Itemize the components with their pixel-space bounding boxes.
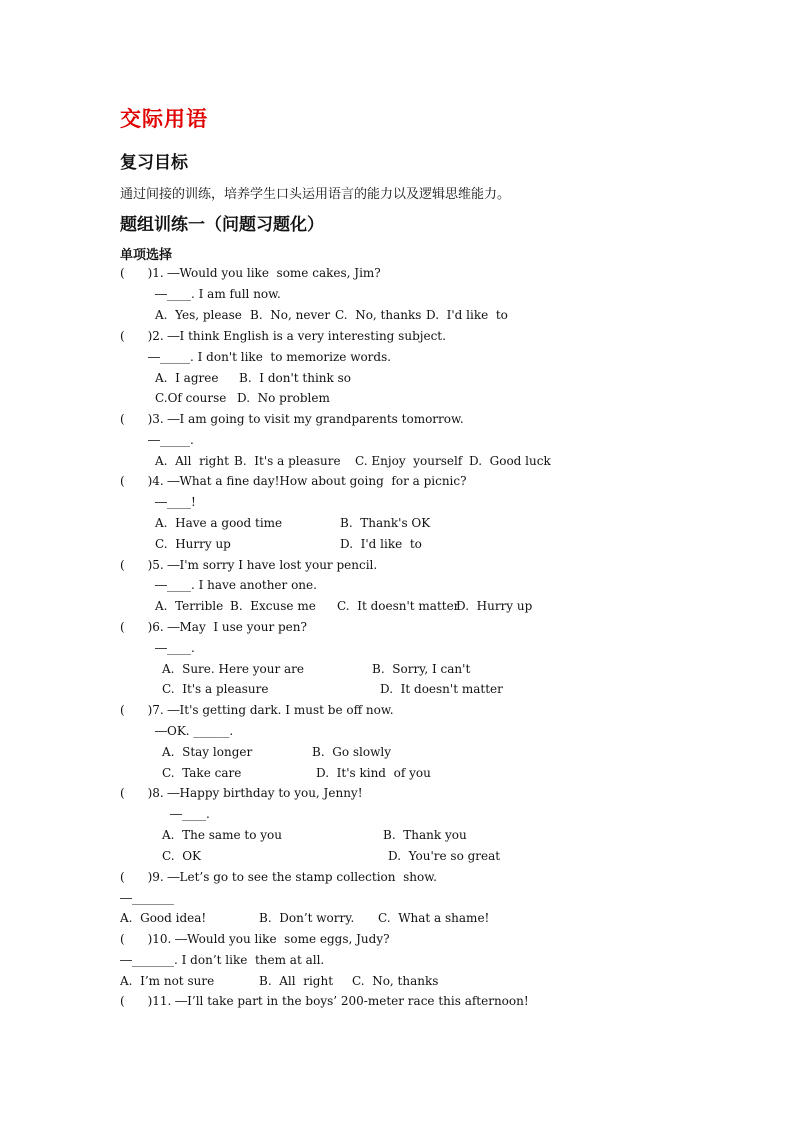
question-6: ( )6. ―May I use your pen?: [120, 620, 307, 634]
option-9b: B. Don’t worry.: [259, 911, 355, 925]
option-8d: D. You're so great: [388, 849, 501, 863]
question-3: ( )3. ―I am going to visit my grandparents tomorrow.: [120, 412, 464, 426]
option-9c: C. What a shame!: [378, 911, 490, 925]
option-1b: B. No, never: [250, 308, 331, 322]
option-2b: B. I don't think so: [239, 371, 351, 385]
option-3b: B. It's a pleasure: [234, 454, 341, 468]
answer-blank-10: ―_______. I don’t like them at all.: [120, 953, 325, 967]
option-5c: C. It doesn't matter: [337, 599, 460, 613]
question-8: ( )8. ―Happy birthday to you, Jenny!: [120, 786, 363, 800]
review-text: 通过间接的训练，培养学生口头运用语言的能力以及逻辑思维能力。: [120, 187, 511, 202]
review-heading: 复习目标: [120, 153, 188, 173]
answer-blank-2: ―_____. I don't like to memorize words.: [148, 350, 392, 364]
option-6d: D. It doesn't matter: [380, 682, 503, 696]
option-2d: D. No problem: [237, 391, 330, 405]
option-1a: A. Yes, please: [155, 308, 242, 322]
option-1c: C. No, thanks: [335, 308, 422, 322]
option-10a: A. I’m not sure: [120, 974, 215, 988]
option-8b: B. Thank you: [383, 828, 467, 842]
option-2c: C.Of course: [155, 391, 227, 405]
option-5b: B. Excuse me: [230, 599, 316, 613]
option-4d: D. I'd like to: [340, 537, 422, 551]
option-9a: A. Good idea!: [120, 911, 207, 925]
option-4c: C. Hurry up: [155, 537, 231, 551]
answer-blank-6: ―____.: [155, 641, 195, 655]
question-9: ( )9. ―Let’s go to see the stamp collection show.: [120, 870, 437, 884]
option-10c: C. No, thanks: [352, 974, 439, 988]
option-7d: D. It's kind of you: [316, 766, 431, 780]
option-6c: C. It's a pleasure: [162, 682, 269, 696]
option-7b: B. Go slowly: [312, 745, 391, 759]
answer-blank-3: ―_____.: [148, 433, 194, 447]
option-2a: A. I agree: [155, 371, 219, 385]
answer-blank-4: ―____!: [155, 495, 196, 509]
option-6b: B. Sorry, I can't: [372, 662, 471, 676]
answer-blank-1: ―____. I am full now.: [155, 287, 281, 301]
option-3c: C. Enjoy yourself: [355, 454, 463, 468]
option-7c: C. Take care: [162, 766, 242, 780]
option-4a: A. Have a good time: [155, 516, 283, 530]
question-11: ( )11. ―I’ll take part in the boys’ 200-meter race this afternoon!: [120, 994, 529, 1008]
question-2: ( )2. ―I think English is a very interesting subject.: [120, 329, 446, 343]
answer-blank-5: ―____. I have another one.: [155, 578, 317, 592]
section-heading: 单项选择: [120, 248, 173, 263]
question-4: ( )4. ―What a fine day!How about going for a picnic?: [120, 474, 467, 488]
question-10: ( )10. ―Would you like some eggs, Judy?: [120, 932, 390, 946]
option-1d: D. I'd like to: [426, 308, 508, 322]
question-7: ( )7. ―It's getting dark. I must be off now.: [120, 703, 394, 717]
answer-blank-9: ―_______: [120, 891, 174, 905]
answer-blank-8: ―____.: [170, 807, 210, 821]
option-5a: A. Terrible: [155, 599, 224, 613]
answer-blank-7: ―OK. ______.: [155, 724, 234, 738]
option-5d: D. Hurry up: [456, 599, 533, 613]
option-7a: A. Stay longer: [162, 745, 253, 759]
option-3a: A. All right: [155, 454, 229, 468]
option-10b: B. All right: [259, 974, 334, 988]
option-6a: A. Sure. Here your are: [162, 662, 305, 676]
question-5: ( )5. ―I'm sorry I have lost your pencil.: [120, 558, 378, 572]
option-8c: C. OK: [162, 849, 201, 863]
page-title: 交际用语: [120, 107, 208, 131]
option-8a: A. The same to you: [162, 828, 282, 842]
group-heading: 题组训练一（问题习题化）: [120, 215, 324, 235]
option-4b: B. Thank's OK: [340, 516, 431, 530]
question-1: ( )1. ―Would you like some cakes, Jim?: [120, 266, 381, 280]
option-3d: D. Good luck: [469, 454, 551, 468]
